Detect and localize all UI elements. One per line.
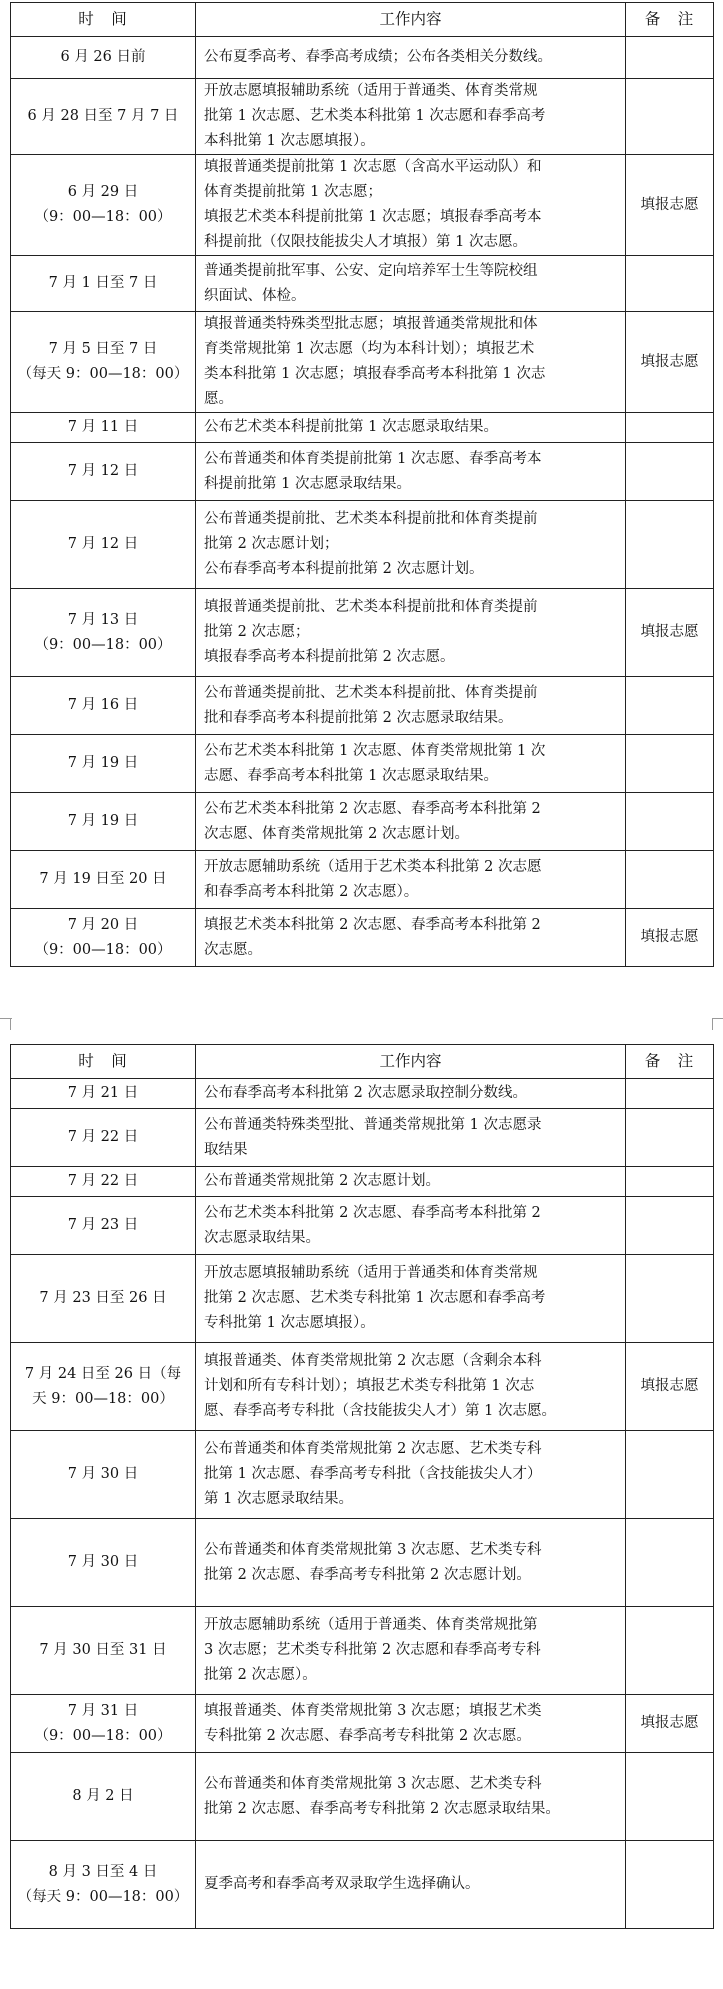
content-line: 公布春季高考本科批第 2 次志愿录取控制分数线。 <box>204 1085 527 1101</box>
content-line: 批第 1 次志愿、艺术类本科批第 1 次志愿和春季高考 <box>204 108 546 124</box>
content-cell <box>196 1109 626 1167</box>
content-line: 开放志愿填报辅助系统（适用于普通类、体育类常规 <box>204 83 538 99</box>
time-line: 7 月 20 日 <box>67 916 139 933</box>
content-line: 批第 2 次志愿、艺术类专科批第 1 次志愿和春季高考 <box>204 1290 546 1306</box>
content-line: 育类常规批第 1 次志愿（均为本科计划）；填报艺术 <box>204 341 535 357</box>
content-line: 本科批第 1 次志愿填报）。 <box>204 133 375 149</box>
content-line: 填报普通类提前批第 1 次志愿（含高水平运动队）和 <box>204 159 542 175</box>
note-cell <box>626 735 714 793</box>
content-line: 计划和所有专科计划）；填报艺术类专科批第 1 次志 <box>204 1378 535 1394</box>
table-row <box>11 1695 714 1753</box>
content-cell <box>196 37 626 79</box>
note-cell <box>626 256 714 312</box>
content-line: 科提前批第 1 次志愿录取结果。 <box>204 475 411 492</box>
schedule-table-2 <box>10 1044 714 1929</box>
table-row <box>11 589 714 677</box>
content-line: 开放志愿辅助系统（适用于艺术类本科批第 2 次志愿 <box>204 858 542 875</box>
content-cell <box>196 1607 626 1695</box>
content-line: 公布普通类特殊类型批、普通类常规批第 1 次志愿录 <box>204 1116 542 1133</box>
content-cell <box>196 1167 626 1197</box>
content-line: 批第 2 次志愿计划； <box>204 536 339 552</box>
content-line: 公布夏季高考、春季高考成绩；公布各类相关分数线。 <box>204 49 552 65</box>
table-row <box>11 1753 714 1841</box>
content-line: 专科批第 2 次志愿、春季高考专科批第 2 次志愿。 <box>204 1727 531 1744</box>
note-cell: 填报志愿 <box>626 312 714 413</box>
note-cell <box>626 1607 714 1695</box>
content-line: 填报春季高考本科提前批第 2 次志愿。 <box>204 649 455 665</box>
content-line: 专科批第 1 次志愿填报）。 <box>204 1315 375 1331</box>
note-cell: 填报志愿 <box>626 589 714 677</box>
table-row <box>11 413 714 443</box>
table-row <box>11 1841 714 1929</box>
content-line: 和春季高考本科批第 2 次志愿）。 <box>204 883 419 900</box>
note-cell <box>626 413 714 443</box>
time-line: 7 月 22 日 <box>67 1173 139 1189</box>
table-row <box>11 155 714 256</box>
time-cell <box>11 1607 196 1695</box>
time-line: 7 月 21 日 <box>67 1085 139 1101</box>
content-line: 批第 1 次志愿、春季高考专科批（含技能拔尖人才） <box>204 1466 542 1482</box>
header-content: 工作内容 <box>196 1045 626 1079</box>
content-cell <box>196 443 626 501</box>
content-cell <box>196 1753 626 1841</box>
time-line: 6 月 29 日 <box>67 184 139 200</box>
table-row <box>11 312 714 413</box>
content-line: 公布普通类和体育类常规批第 3 次志愿、艺术类专科 <box>204 1541 542 1558</box>
table-row <box>11 37 714 79</box>
table-header-row <box>11 1045 714 1079</box>
table-row <box>11 1343 714 1431</box>
time-cell <box>11 443 196 501</box>
content-line: 体育类提前批第 1 次志愿； <box>204 184 382 200</box>
time-line: 7 月 23 日 <box>67 1217 139 1233</box>
content-line: 批第 2 次志愿）。 <box>204 1667 317 1683</box>
time-cell <box>11 1753 196 1841</box>
time-cell <box>11 1519 196 1607</box>
time-line: 6 月 26 日前 <box>60 49 146 65</box>
table-row <box>11 1431 714 1519</box>
content-cell <box>196 677 626 735</box>
time-line: 7 月 11 日 <box>67 419 139 435</box>
content-line: 公布普通类和体育类提前批第 1 次志愿、春季高考本 <box>204 450 542 467</box>
time-cell <box>11 909 196 967</box>
content-line: 公布春季高考本科提前批第 2 次志愿计划。 <box>204 561 484 577</box>
content-line: 次志愿。 <box>204 941 262 958</box>
content-cell <box>196 793 626 851</box>
table-row <box>11 443 714 501</box>
table-row <box>11 851 714 909</box>
table-row <box>11 1255 714 1343</box>
content-cell <box>196 1079 626 1109</box>
time-line: 7 月 12 日 <box>67 536 139 552</box>
content-line: 开放志愿辅助系统（适用于普通类、体育类常规批第 <box>204 1617 538 1633</box>
content-cell <box>196 155 626 256</box>
content-line: 志愿、春季高考本科批第 1 次志愿录取结果。 <box>204 767 498 784</box>
content-line: 批和春季高考本科提前批第 2 次志愿录取结果。 <box>204 709 513 726</box>
time-line: 7 月 19 日 <box>67 813 139 829</box>
content-line: 取结果 <box>204 1141 248 1158</box>
content-cell <box>196 1255 626 1343</box>
note-cell <box>626 37 714 79</box>
content-line: 愿。 <box>204 391 233 407</box>
table-row <box>11 79 714 155</box>
header-time: 时 间 <box>11 1045 196 1079</box>
content-line: 愿、春季高考专科批（含技能拔尖人才）第 1 次志愿。 <box>204 1403 556 1419</box>
table-row <box>11 1109 714 1167</box>
content-line: 批第 2 次志愿； <box>204 624 310 640</box>
table-row <box>11 677 714 735</box>
time-line: （9：00—18：00） <box>34 941 172 958</box>
table-row <box>11 1167 714 1197</box>
content-line: 批第 2 次志愿、春季高考专科批第 2 次志愿录取结果。 <box>204 1800 560 1817</box>
content-cell <box>196 1343 626 1431</box>
note-cell <box>626 1167 714 1197</box>
content-cell <box>196 413 626 443</box>
time-line: 天 9：00—18：00） <box>32 1390 174 1407</box>
time-cell <box>11 312 196 413</box>
note-cell <box>626 1431 714 1519</box>
table-row <box>11 1197 714 1255</box>
content-line: 填报普通类提前批、艺术类本科提前批和体育类提前 <box>204 599 538 615</box>
content-line: 填报普通类特殊类型批志愿；填报普通类常规批和体 <box>204 316 538 332</box>
content-cell <box>196 1841 626 1929</box>
content-line: 填报艺术类本科批第 2 次志愿、春季高考本科批第 2 <box>204 916 541 933</box>
time-cell <box>11 677 196 735</box>
content-cell <box>196 256 626 312</box>
time-line: （9：00—18：00） <box>34 1727 172 1744</box>
content-line: 3 次志愿；艺术类专科批第 2 次志愿和春季高考专科 <box>204 1642 541 1658</box>
time-line: （每天 9：00—18：00） <box>17 366 189 382</box>
time-line: 7 月 30 日 <box>67 1466 139 1482</box>
time-line: 8 月 3 日至 4 日 <box>48 1863 158 1880</box>
content-line: 公布艺术类本科提前批第 1 次志愿录取结果。 <box>204 419 498 435</box>
content-line: 普通类提前批军事、公安、定向培养军士生等院校组 <box>204 262 538 279</box>
content-cell <box>196 1431 626 1519</box>
table-row <box>11 501 714 589</box>
note-cell <box>626 1841 714 1929</box>
content-line: 公布普通类提前批、艺术类本科提前批、体育类提前 <box>204 684 538 701</box>
note-cell: 填报志愿 <box>626 1343 714 1431</box>
header-note: 备 注 <box>626 1045 714 1079</box>
time-cell <box>11 501 196 589</box>
content-cell <box>196 312 626 413</box>
time-cell <box>11 735 196 793</box>
time-cell <box>11 1197 196 1255</box>
content-line: 次志愿录取结果。 <box>204 1229 320 1246</box>
time-cell <box>11 413 196 443</box>
time-line: 7 月 5 日至 7 日 <box>48 341 158 357</box>
time-line: 7 月 22 日 <box>67 1129 139 1145</box>
time-line: （9：00—18：00） <box>34 636 172 653</box>
time-cell <box>11 1167 196 1197</box>
time-line: 7 月 23 日至 26 日 <box>39 1290 167 1306</box>
time-line: 7 月 1 日至 7 日 <box>48 275 158 291</box>
time-line: 8 月 2 日 <box>72 1788 134 1804</box>
content-cell <box>196 501 626 589</box>
time-cell <box>11 1695 196 1753</box>
time-cell <box>11 1079 196 1109</box>
note-cell: 填报志愿 <box>626 1695 714 1753</box>
header-time: 时 间 <box>11 3 196 37</box>
header-note: 备 注 <box>626 3 714 37</box>
content-cell <box>196 589 626 677</box>
note-cell <box>626 79 714 155</box>
time-cell <box>11 256 196 312</box>
content-line: 批第 2 次志愿、春季高考专科批第 2 次志愿计划。 <box>204 1566 531 1583</box>
time-cell <box>11 1255 196 1343</box>
note-cell <box>626 1519 714 1607</box>
content-line: 填报艺术类本科提前批第 1 次志愿；填报春季高考本 <box>204 209 542 225</box>
time-line: 6 月 28 日至 7 月 7 日 <box>27 108 179 124</box>
time-line: 7 月 31 日 <box>67 1702 139 1719</box>
content-line: 填报普通类、体育类常规批第 3 次志愿；填报艺术类 <box>204 1702 542 1719</box>
content-line: 织面试、体检。 <box>204 287 306 304</box>
content-cell <box>196 1695 626 1753</box>
content-line: 第 1 次志愿录取结果。 <box>204 1491 353 1507</box>
schedule-table-1 <box>10 2 714 967</box>
note-cell <box>626 443 714 501</box>
table-row <box>11 735 714 793</box>
note-cell <box>626 1197 714 1255</box>
content-line: 公布普通类常规批第 2 次志愿计划。 <box>204 1173 440 1189</box>
page-break-marks <box>0 1018 723 1032</box>
note-cell <box>626 1079 714 1109</box>
time-cell <box>11 155 196 256</box>
time-cell <box>11 1343 196 1431</box>
content-line: 次志愿、体育类常规批第 2 次志愿计划。 <box>204 825 469 842</box>
content-line: 公布普通类和体育类常规批第 2 次志愿、艺术类专科 <box>204 1441 542 1457</box>
time-line: 7 月 30 日至 31 日 <box>39 1642 167 1658</box>
content-cell <box>196 735 626 793</box>
content-line: 类本科批第 1 次志愿；填报春季高考本科批第 1 次志 <box>204 366 546 382</box>
table-row <box>11 793 714 851</box>
time-line: 7 月 30 日 <box>67 1554 139 1570</box>
content-cell <box>196 79 626 155</box>
note-cell: 填报志愿 <box>626 909 714 967</box>
time-line: 7 月 16 日 <box>67 697 139 713</box>
time-line: 7 月 19 日 <box>67 755 139 771</box>
note-cell <box>626 677 714 735</box>
content-cell <box>196 1519 626 1607</box>
content-line: 公布普通类和体育类常规批第 3 次志愿、艺术类专科 <box>204 1775 542 1792</box>
table-row <box>11 256 714 312</box>
time-cell <box>11 37 196 79</box>
time-cell <box>11 589 196 677</box>
note-cell <box>626 793 714 851</box>
content-cell <box>196 851 626 909</box>
time-line: 7 月 19 日至 20 日 <box>39 871 167 887</box>
table-row <box>11 909 714 967</box>
content-line: 夏季高考和春季高考双录取学生选择确认。 <box>204 1876 480 1892</box>
content-line: 公布艺术类本科批第 2 次志愿、春季高考本科批第 2 <box>204 1204 541 1221</box>
note-cell <box>626 1255 714 1343</box>
header-content: 工作内容 <box>196 3 626 37</box>
time-line: 7 月 24 日至 26 日（每 <box>24 1365 182 1382</box>
content-line: 开放志愿填报辅助系统（适用于普通类和体育类常规 <box>204 1265 538 1281</box>
content-line: 公布艺术类本科批第 1 次志愿、体育类常规批第 1 次 <box>204 742 546 759</box>
note-cell <box>626 1109 714 1167</box>
time-cell <box>11 1431 196 1519</box>
table-header-row <box>11 3 714 37</box>
content-line: 公布普通类提前批、艺术类本科提前批和体育类提前 <box>204 511 538 527</box>
note-cell <box>626 851 714 909</box>
content-cell <box>196 1197 626 1255</box>
note-cell: 填报志愿 <box>626 155 714 256</box>
content-line: 科提前批（仅限技能拔尖人才填报）第 1 次志愿。 <box>204 234 527 250</box>
table-row <box>11 1519 714 1607</box>
note-cell <box>626 501 714 589</box>
time-line: 7 月 13 日 <box>67 611 139 628</box>
content-cell <box>196 909 626 967</box>
time-cell <box>11 851 196 909</box>
time-cell <box>11 1109 196 1167</box>
time-line: （每天 9：00—18：00） <box>17 1888 189 1905</box>
table-row <box>11 1079 714 1109</box>
content-line: 填报普通类、体育类常规批第 2 次志愿（含剩余本科 <box>204 1353 542 1369</box>
time-cell <box>11 793 196 851</box>
table-row <box>11 1607 714 1695</box>
content-line: 公布艺术类本科批第 2 次志愿、春季高考本科批第 2 <box>204 800 541 817</box>
note-cell <box>626 1753 714 1841</box>
time-line: 7 月 12 日 <box>67 463 139 479</box>
time-cell <box>11 79 196 155</box>
time-line: （9：00—18：00） <box>34 209 172 225</box>
time-cell <box>11 1841 196 1929</box>
